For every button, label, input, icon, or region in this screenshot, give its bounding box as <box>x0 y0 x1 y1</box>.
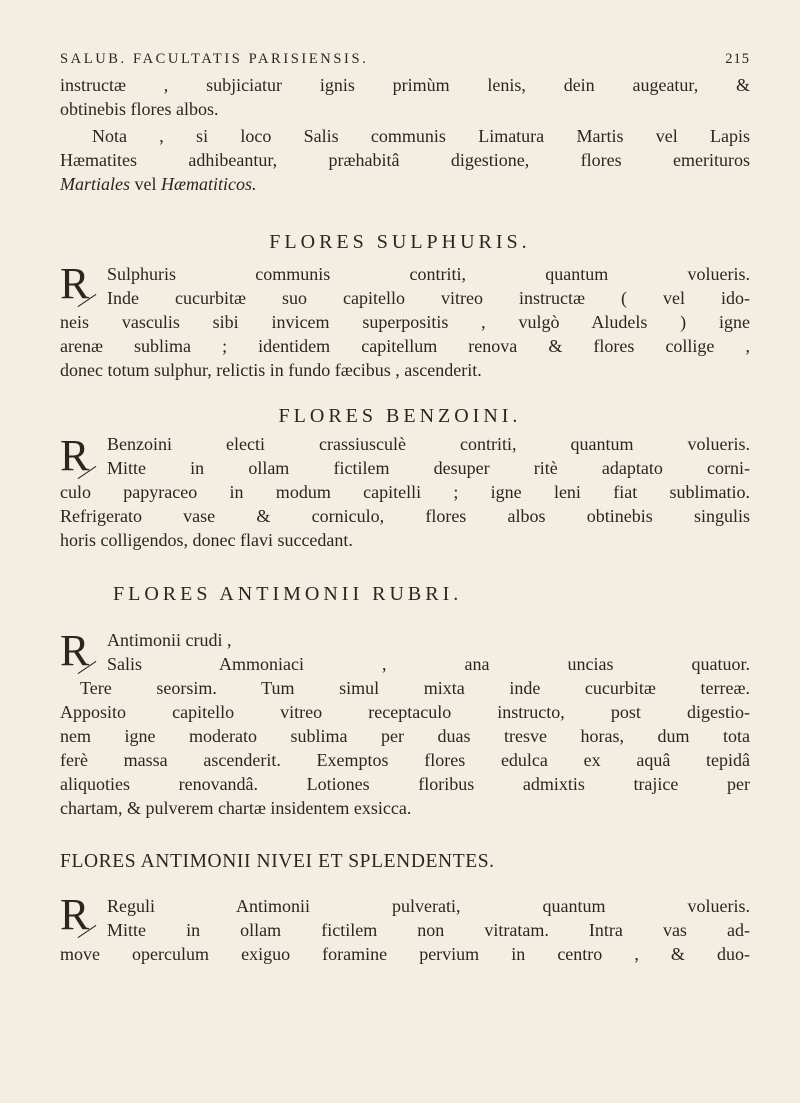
text-line: move operculum exiguo foramine pervium in centro , & duo- <box>60 944 750 964</box>
text-line: Benzoini electi crassiusculè contriti, quantum volueris. <box>107 434 750 454</box>
text-line: obtinebis flores albos. <box>60 99 219 119</box>
text-line: Mitte in ollam fictilem desuper ritè adaptato corni- <box>107 458 750 478</box>
recipe-symbol-icon: R <box>60 893 89 937</box>
recipe-symbol-icon: R <box>60 434 89 478</box>
italic-word: Martiales <box>60 174 130 194</box>
text-line: Antimonii crudi , <box>107 630 232 650</box>
text-line: Tere seorsim. Tum simul mixta inde cucurbitæ terreæ. <box>80 678 750 698</box>
text-line: arenæ sublima ; identidem capitellum renova & flores collige , <box>60 336 750 356</box>
text-line: culo papyraceo in modum capitelli ; igne leni fiat sublimatio. <box>60 482 750 502</box>
section-title: FLORES BENZOINI. <box>278 405 522 427</box>
running-header <box>60 49 750 69</box>
text-line: Inde cucurbitæ suo capitello vitreo instructæ ( vel ido- <box>107 288 750 308</box>
text-line <box>60 172 750 196</box>
text-line: donec totum sulphur, relictis in fundo fæcibus , ascenderit. <box>60 360 482 380</box>
text-line: horis colligendos, donec flavi succedant. <box>60 530 353 550</box>
text-line: Hæmatites adhibeantur, præhabitâ digestione, flores emerituros <box>60 150 750 170</box>
section-title: FLORES ANTIMONII RUBRI. <box>113 583 463 605</box>
text-line: Apposito capitello vitreo receptaculo instructo, post digestio- <box>60 702 750 722</box>
text-line: aliquoties renovandâ. Lotiones floribus admixtis trajice per <box>60 774 750 794</box>
text-line: ferè massa ascenderit. Exemptos flores edulca ex aquâ tepidâ <box>60 750 750 770</box>
text-fragment: vel <box>130 174 161 194</box>
text-line: Salis Ammoniaci , ana uncias quatuor. <box>107 654 750 674</box>
text-line: Refrigerato vase & corniculo, flores albos obtinebis singulis <box>60 506 750 526</box>
text-line: Mitte in ollam fictilem non vitratam. Intra vas ad- <box>107 920 750 940</box>
text-line: instructæ , subjiciatur ignis primùm lenis, dein augeatur, & <box>60 75 750 95</box>
section-title: FLORES SULPHURIS. <box>269 231 531 253</box>
recipe-symbol-icon: R <box>60 262 89 306</box>
text-line: nem igne moderato sublima per duas tresve horas, dum tota <box>60 726 750 746</box>
text-line: chartam, & pulverem chartæ insidentem exsicca. <box>60 798 412 818</box>
page-number: 215 <box>725 51 750 67</box>
italic-word: Hæmatiticos. <box>161 174 257 194</box>
text-line: Sulphuris communis contriti, quantum volueris. <box>107 264 750 284</box>
running-title: SALUB. FACULTATIS PARISIENSIS. <box>60 51 369 67</box>
text-line: Reguli Antimonii pulverati, quantum volueris. <box>107 896 750 916</box>
text-line: Nota , si loco Salis communis Limatura Martis vel Lapis <box>92 126 750 146</box>
section-title: FLORES ANTIMONII NIVEI ET SPLENDENTES. <box>60 851 495 872</box>
text-line: neis vasculis sibi invicem superpositis , vulgò Aludels ) igne <box>60 312 750 332</box>
recipe-symbol-icon: R <box>60 629 89 673</box>
